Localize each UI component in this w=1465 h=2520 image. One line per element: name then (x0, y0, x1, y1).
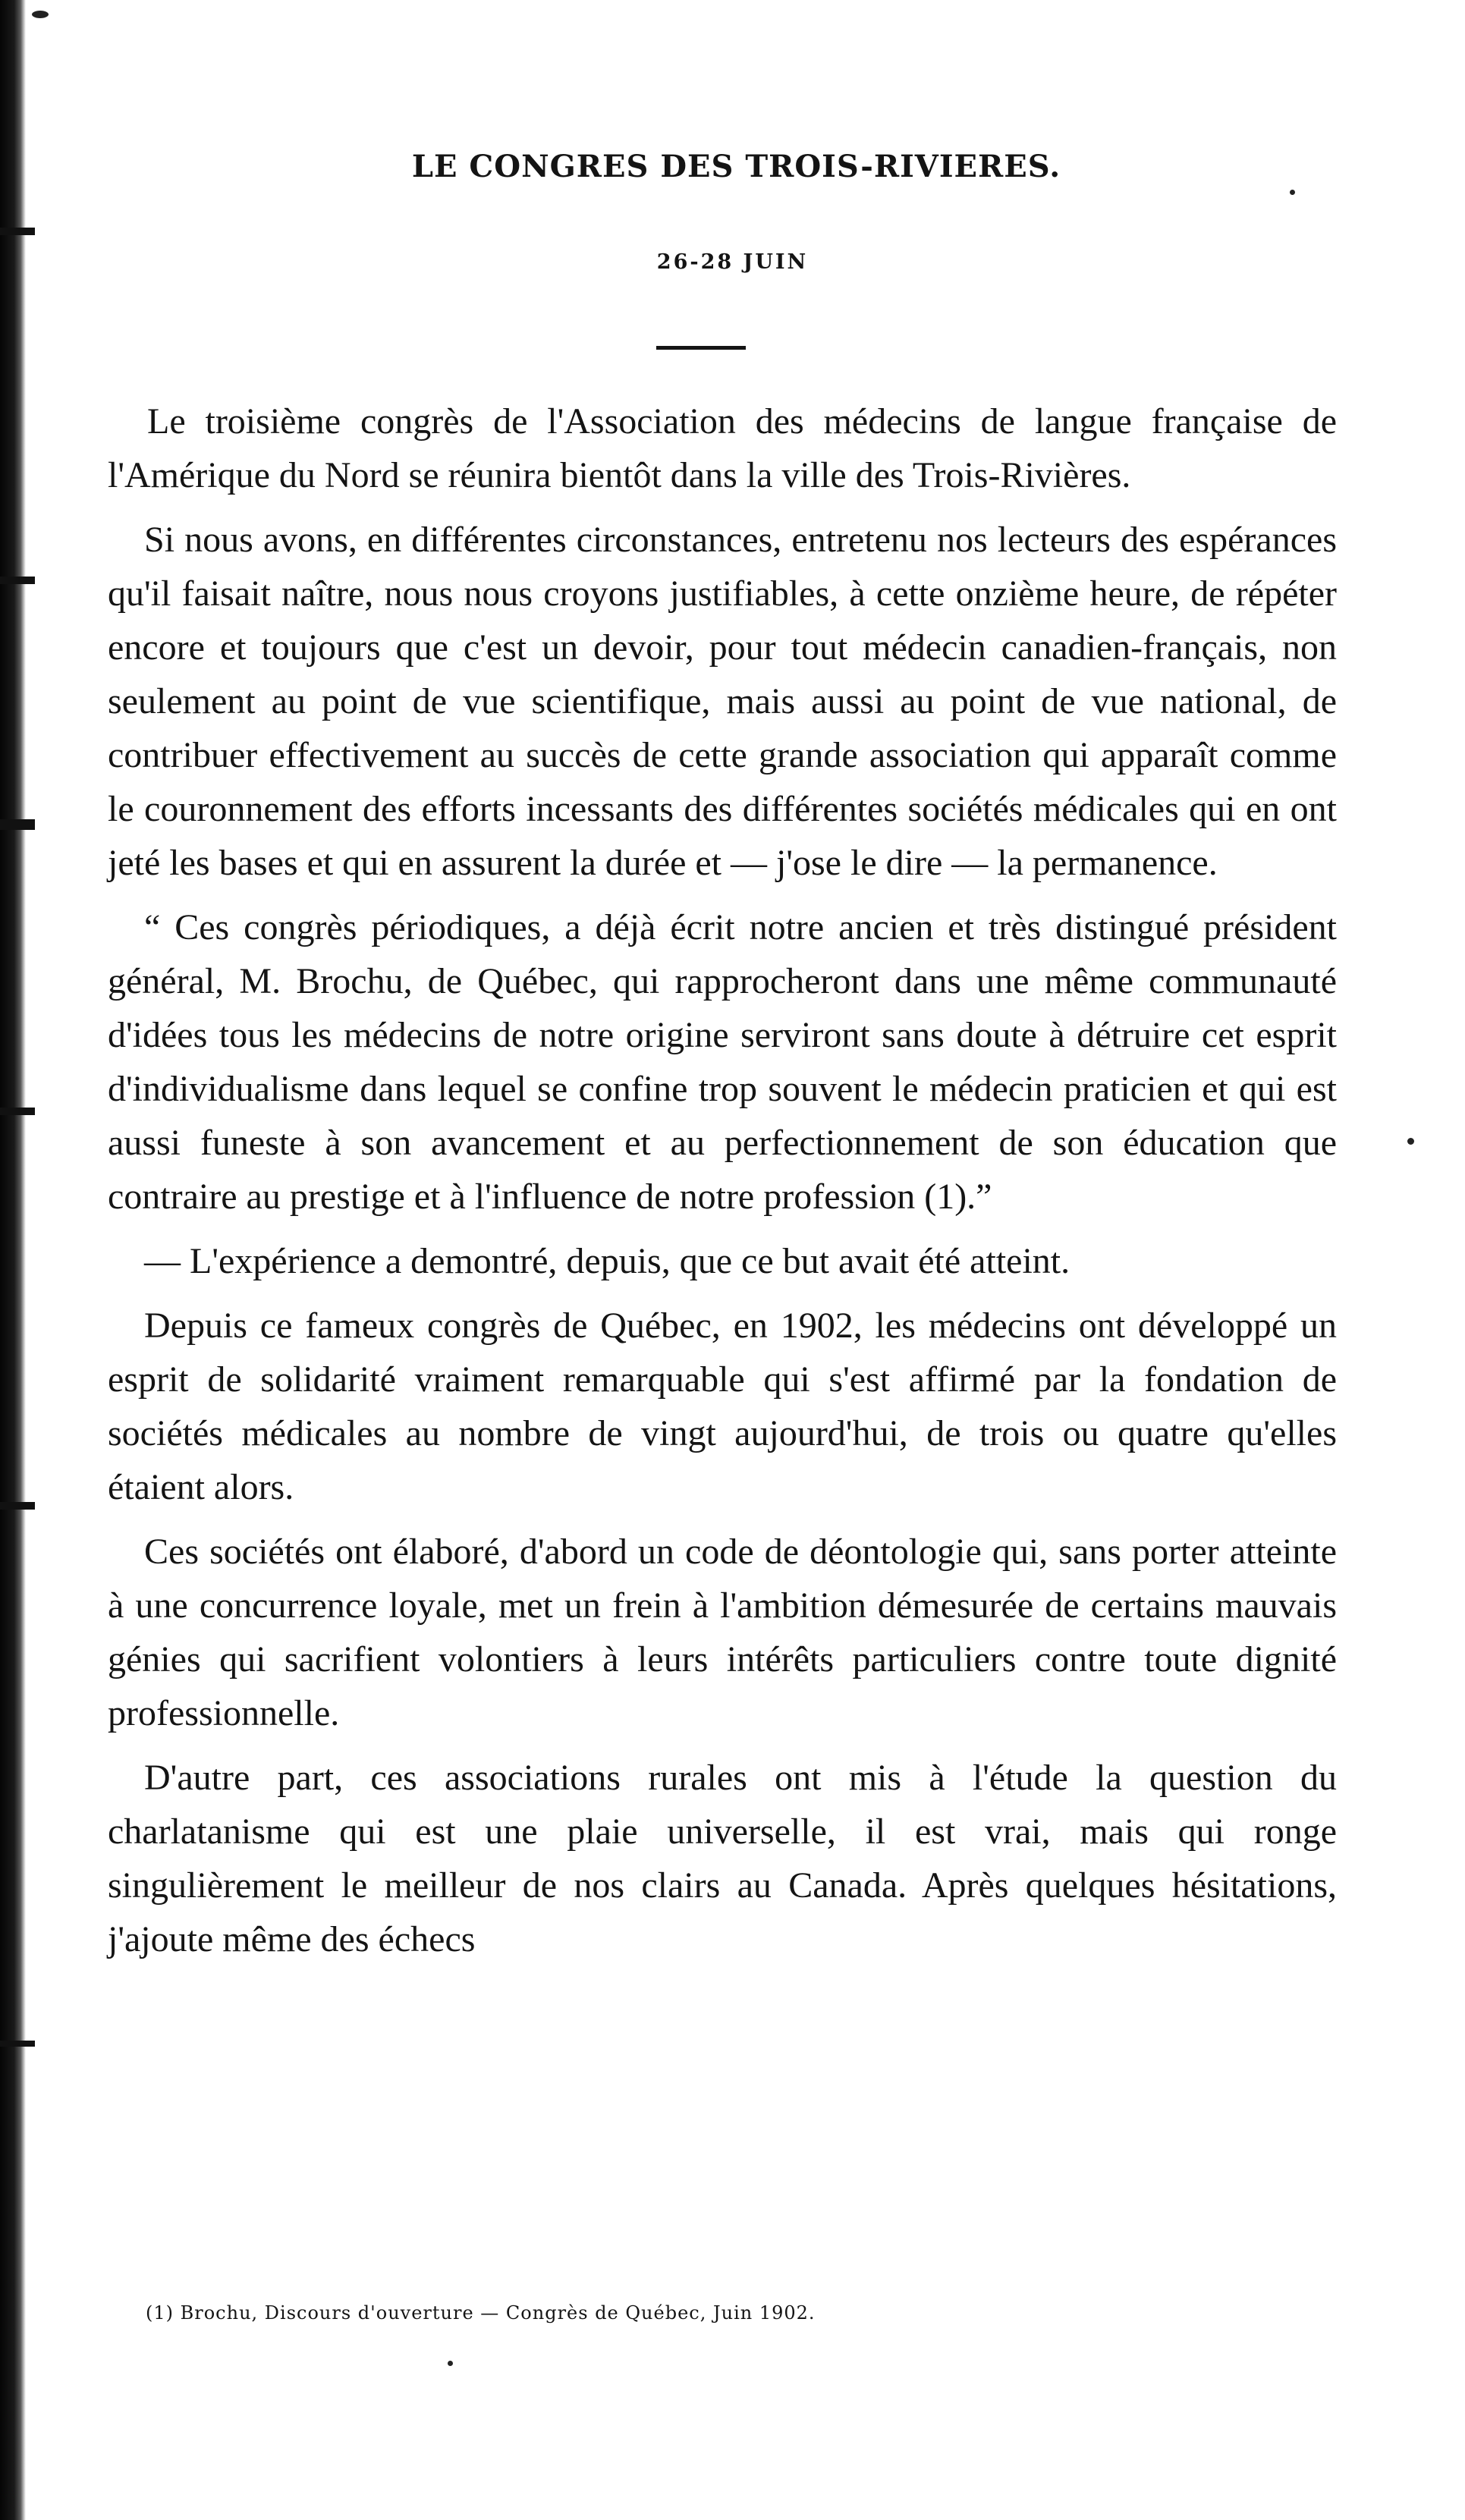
paragraph: Ces sociétés ont élaboré, d'abord un code de déontologie qui, sans porter atteinte à une concurrence loyale, met un frein à l'ambition démesurée de certains mauvais génies qui sacrifient volontiers à leurs intérêts particuliers contre toute dignité professionnelle. (108, 1532, 1337, 1733)
edge-mark (0, 2041, 35, 2047)
edge-mark (0, 819, 35, 830)
article-body (108, 394, 1337, 1966)
scan-speck (448, 2361, 453, 2366)
paragraph: — L'expérience a demontré, depuis, que ce but avait été atteint. (144, 1241, 1070, 1281)
edge-mark (0, 1108, 35, 1115)
binding-edge (0, 0, 26, 2520)
paragraph: Le troisième congrès de l'Association des médecins de langue française de l'Amérique du Nord se réunira bientôt dans la ville des Trois-Rivières. (108, 401, 1337, 495)
article-dates: 26-28 JUIN (656, 250, 809, 274)
title-rule (656, 346, 746, 350)
edge-mark (0, 228, 35, 235)
edge-mark (0, 1502, 35, 1510)
paragraph: “ Ces congrès périodiques, a déjà écrit notre ancien et très distingué président général, M. Brochu, de Québec, qui rapprocheront dans une même communauté d'idées tous les médecins de notre origine serviront sans doute à détruire cet esprit d'individualisme dans lequel se confine trop souvent le médecin praticien et qui est aussi funeste à son avancement et au perfectionnement de son éducation que contraire au prestige et à l'influence de notre profession (1).” (108, 907, 1337, 1217)
footnote: (1) Brochu, Discours d'ouverture — Congrès de Québec, Juin 1902. (146, 2302, 816, 2324)
paragraph: D'autre part, ces associations rurales ont mis à l'étude la question du charlatanisme qui est une plaie universelle, il est vrai, mais qui ronge singulièrement le meilleur de nos clairs au Canada. Après quelques hésitations, j'ajoute même des échecs (108, 1758, 1337, 1959)
paragraph: Depuis ce fameux congrès de Québec, en 1902, les médecins ont développé un esprit de solidarité vraiment remarquable qui s'est affirmé par la fondation de sociétés médicales au nombre de vingt aujourd'hui, de trois ou quatre qu'elles étaient alors. (108, 1306, 1337, 1507)
edge-mark (0, 577, 35, 584)
article-title: LE CONGRES DES TROIS-RIVIERES. (411, 149, 1061, 184)
scan-speck (1407, 1138, 1414, 1145)
scan-speck (32, 11, 49, 18)
scan-speck (1290, 190, 1295, 195)
paragraph: Si nous avons, en différentes circonstances, entretenu nos lecteurs des espérances qu'il faisait naître, nous nous croyons justifiables, à cette onzième heure, de répéter encore et toujours que c'est un devoir, pour tout médecin canadien-français, non seulement au point de vue scientifique, mais aussi au point de vue national, de contribuer effectivement au succès de cette grande association qui apparaît comme le couronnement des efforts incessants des différentes sociétés médicales qui en ont jeté les bases et qui en assurent la durée et — j'ose le dire — la permanence. (108, 520, 1337, 883)
